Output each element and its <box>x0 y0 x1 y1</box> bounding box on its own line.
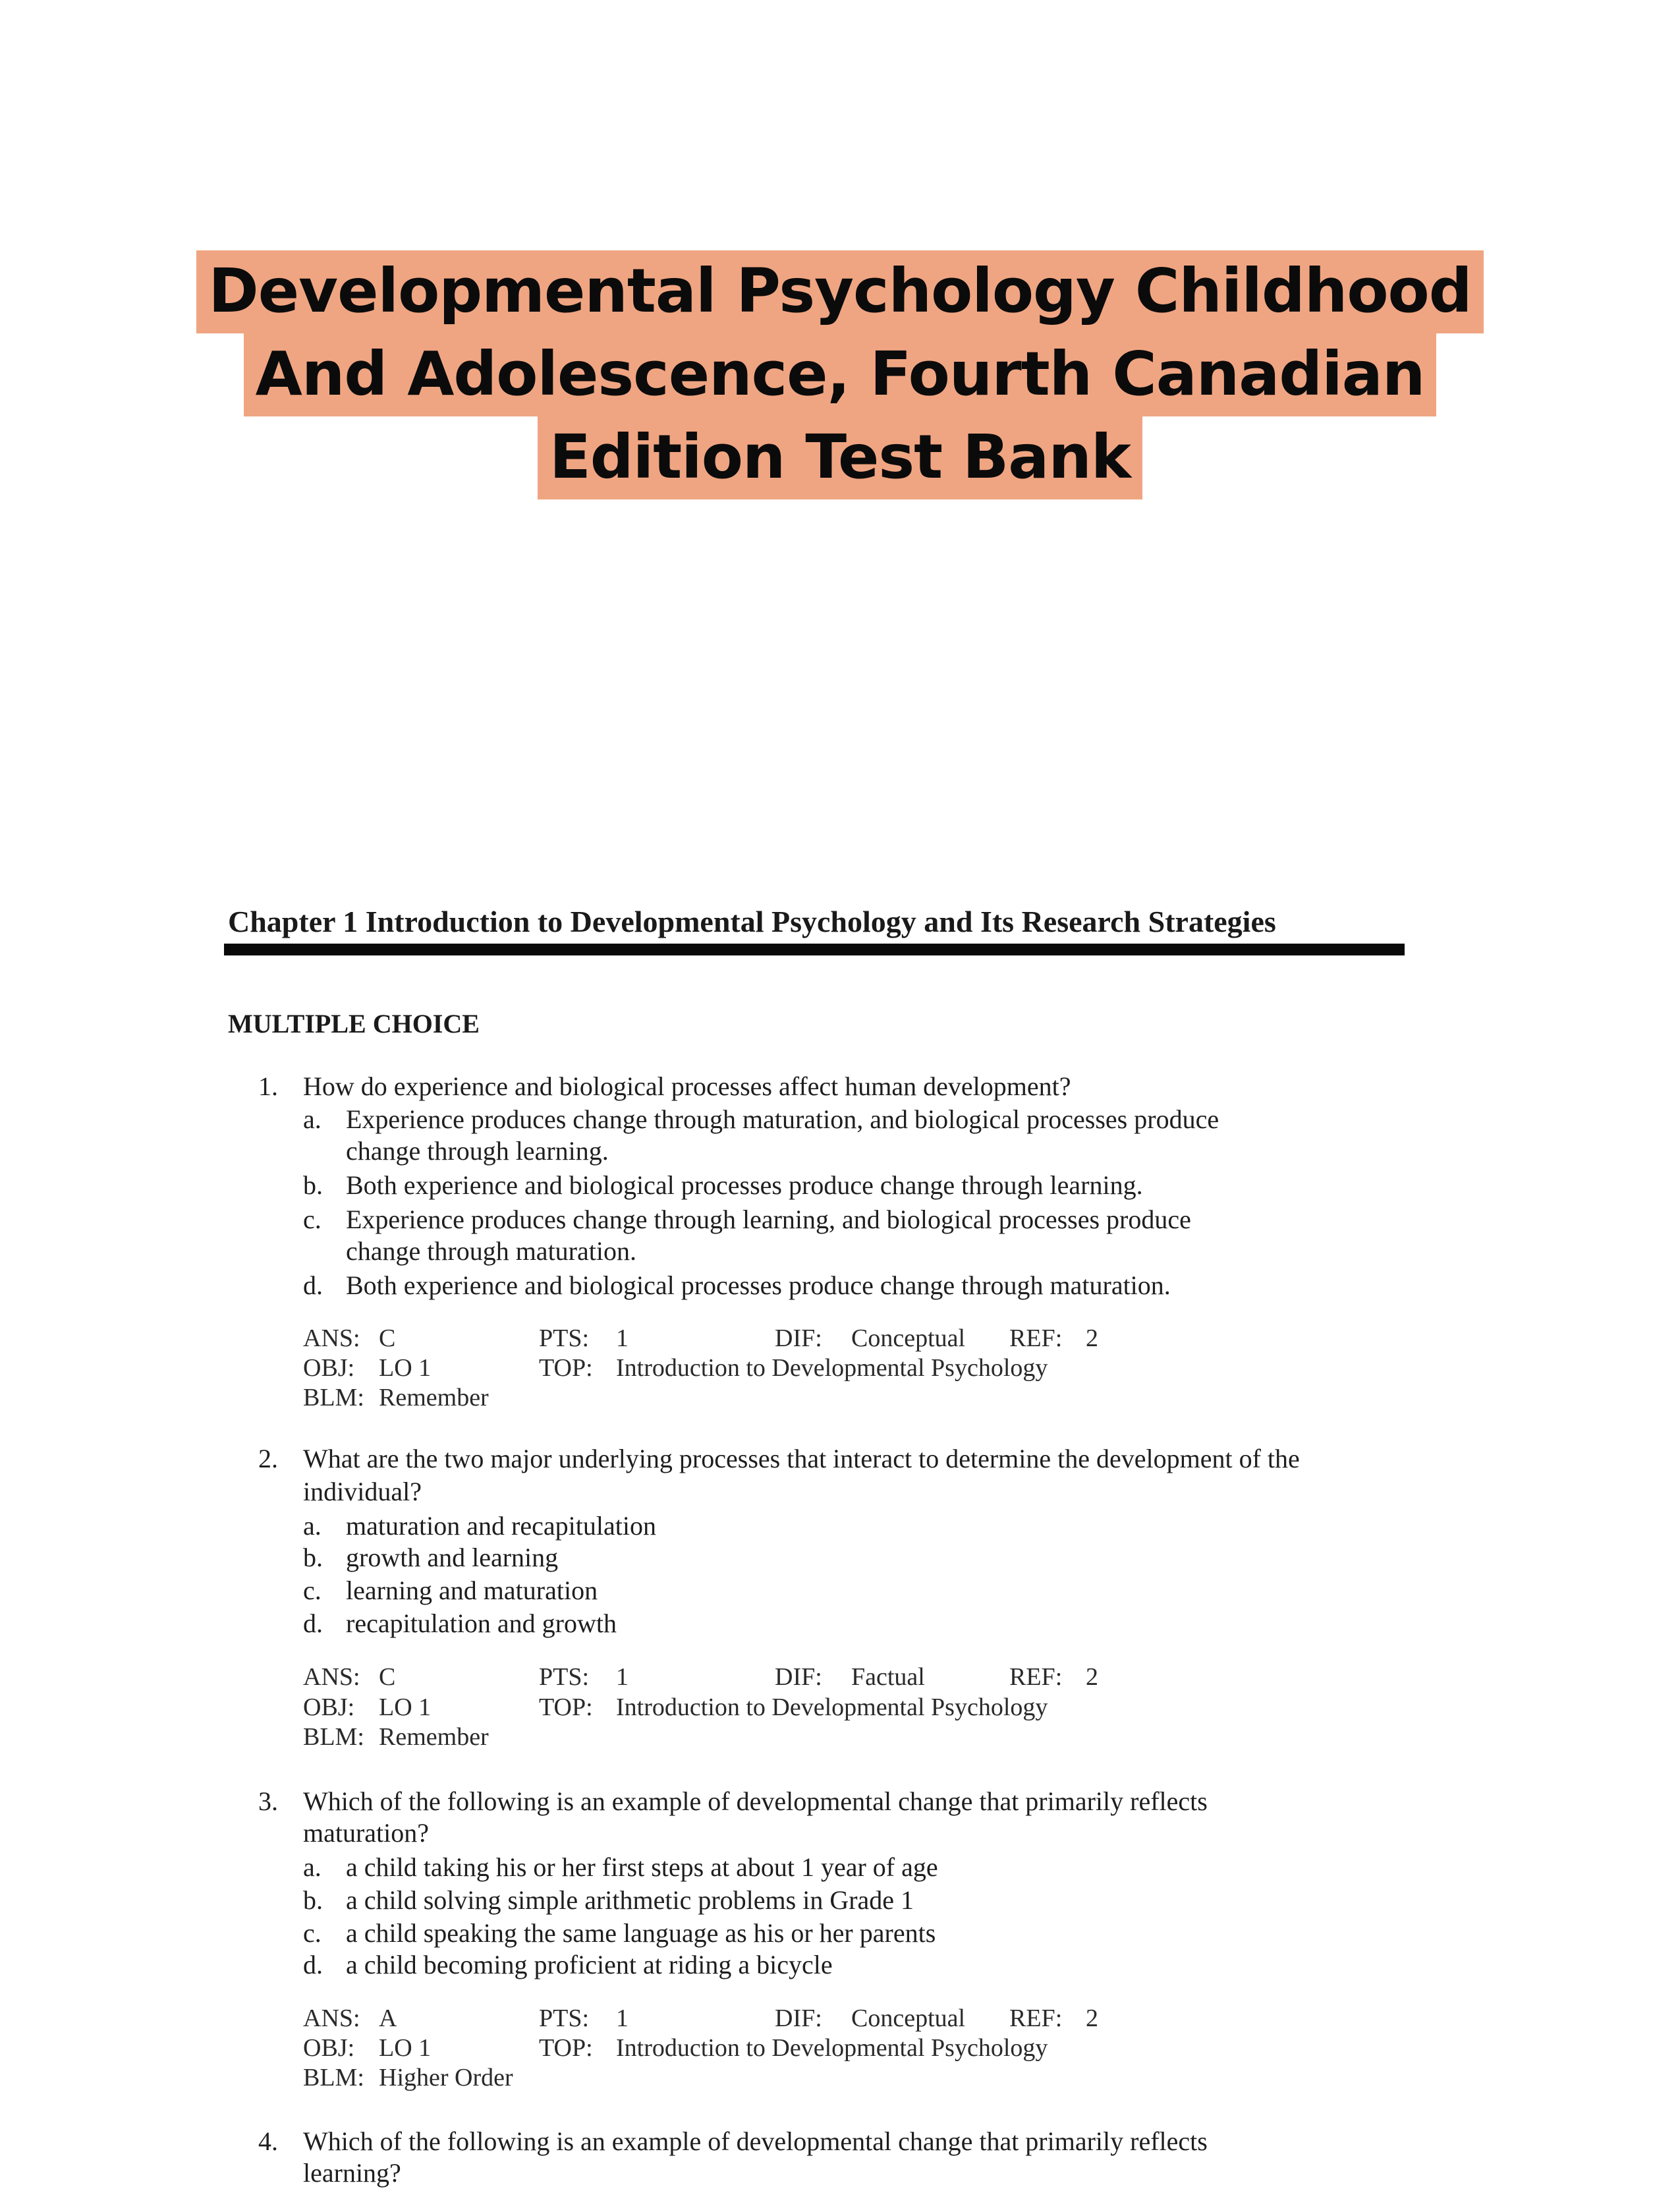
ans-label: ANS: <box>303 2004 360 2032</box>
option-letter: a. <box>303 1852 322 1882</box>
dif-label: DIF: <box>775 1324 822 1352</box>
blm-value: Remember <box>379 1384 489 1411</box>
option-text: a child solving simple arithmetic problems in Grade 1 <box>346 1885 914 1915</box>
top-value: Introduction to Developmental Psychology <box>616 2034 1048 2062</box>
question-stem: Which of the following is an example of developmental change that primarily reflects <box>303 2126 1208 2156</box>
option-text: Both experience and biological processes produce change through maturation. <box>346 1270 1171 1300</box>
blm-value: Higher Order <box>379 2064 513 2091</box>
option-letter: a. <box>303 1511 322 1541</box>
top-label: TOP: <box>539 1693 593 1721</box>
ans-value: C <box>379 1663 396 1691</box>
obj-label: OBJ: <box>303 2034 355 2062</box>
pts-value: 1 <box>616 1324 629 1352</box>
option-text: change through learning. <box>346 1136 609 1166</box>
option-letter: b. <box>303 1170 323 1200</box>
blm-value: Remember <box>379 1723 489 1751</box>
pts-label: PTS: <box>539 1663 590 1691</box>
chapter-divider <box>224 944 1405 955</box>
question-stem: learning? <box>303 2158 401 2188</box>
ref-label: REF: <box>1009 1663 1063 1691</box>
option-text: maturation and recapitulation <box>346 1511 656 1541</box>
question-number: 1. <box>258 1071 278 1101</box>
option-letter: a. <box>303 1104 322 1134</box>
question-number: 2. <box>258 1444 278 1473</box>
obj-value: LO 1 <box>379 1354 432 1382</box>
option-text: recapitulation and growth <box>346 1608 617 1638</box>
ref-label: REF: <box>1009 2004 1063 2032</box>
ref-label: REF: <box>1009 1324 1063 1352</box>
question-stem: individual? <box>303 1477 422 1506</box>
option-text: Experience produces change through maturation, and biological processes produce <box>346 1104 1219 1134</box>
dif-label: DIF: <box>775 2004 822 2032</box>
top-label: TOP: <box>539 2034 593 2062</box>
question-stem: What are the two major underlying processes that interact to determine the development of the <box>303 1444 1300 1473</box>
obj-label: OBJ: <box>303 1354 355 1382</box>
blm-label: BLM: <box>303 2064 364 2091</box>
obj-value: LO 1 <box>379 2034 432 2062</box>
option-letter: d. <box>303 1270 323 1300</box>
title-line-2: And Adolescence, Fourth Canadian <box>0 333 1680 416</box>
ref-value: 2 <box>1086 2004 1098 2032</box>
option-letter: b. <box>303 1543 323 1572</box>
ans-value: C <box>379 1324 396 1352</box>
ref-value: 2 <box>1086 1663 1098 1691</box>
blm-label: BLM: <box>303 1384 364 1411</box>
option-text: a child becoming proficient at riding a bicycle <box>346 1950 833 1979</box>
pts-value: 1 <box>616 2004 629 2032</box>
pts-value: 1 <box>616 1663 629 1691</box>
option-text: growth and learning <box>346 1543 559 1572</box>
question-stem: maturation? <box>303 1818 430 1848</box>
dif-value: Conceptual <box>851 2004 966 2032</box>
section-heading: MULTIPLE CHOICE <box>228 1009 480 1038</box>
question-number: 4. <box>258 2126 278 2156</box>
dif-value: Factual <box>851 1663 925 1691</box>
title-line-3: Edition Test Bank <box>0 416 1680 499</box>
question-stem: Which of the following is an example of developmental change that primarily reflects <box>303 1786 1208 1816</box>
option-letter: c. <box>303 1205 322 1234</box>
title-line-1: Developmental Psychology Childhood <box>0 250 1680 333</box>
option-text: Both experience and biological processes produce change through learning. <box>346 1170 1143 1200</box>
option-text: learning and maturation <box>346 1576 598 1605</box>
top-value: Introduction to Developmental Psychology <box>616 1354 1048 1382</box>
ans-label: ANS: <box>303 1663 360 1691</box>
blm-label: BLM: <box>303 1723 364 1751</box>
top-value: Introduction to Developmental Psychology <box>616 1693 1048 1721</box>
dif-label: DIF: <box>775 1663 822 1691</box>
ans-value: A <box>379 2004 397 2032</box>
question-stem: How do experience and biological processes affect human development? <box>303 1071 1071 1101</box>
option-letter: d. <box>303 1608 323 1638</box>
option-letter: c. <box>303 1918 322 1948</box>
option-text: a child speaking the same language as his or her parents <box>346 1918 936 1948</box>
obj-label: OBJ: <box>303 1693 355 1721</box>
option-letter: b. <box>303 1885 323 1915</box>
pts-label: PTS: <box>539 2004 590 2032</box>
chapter-title: Chapter 1 Introduction to Developmental Psychology and Its Research Strategies <box>228 905 1276 938</box>
obj-value: LO 1 <box>379 1693 432 1721</box>
option-text: Experience produces change through learning, and biological processes produce <box>346 1205 1191 1234</box>
option-letter: c. <box>303 1576 322 1605</box>
ref-value: 2 <box>1086 1324 1098 1352</box>
dif-value: Conceptual <box>851 1324 966 1352</box>
option-text: a child taking his or her first steps at about 1 year of age <box>346 1852 938 1882</box>
pts-label: PTS: <box>539 1324 590 1352</box>
top-label: TOP: <box>539 1354 593 1382</box>
option-letter: d. <box>303 1950 323 1979</box>
ans-label: ANS: <box>303 1324 360 1352</box>
question-number: 3. <box>258 1786 278 1816</box>
option-text: change through maturation. <box>346 1236 636 1266</box>
